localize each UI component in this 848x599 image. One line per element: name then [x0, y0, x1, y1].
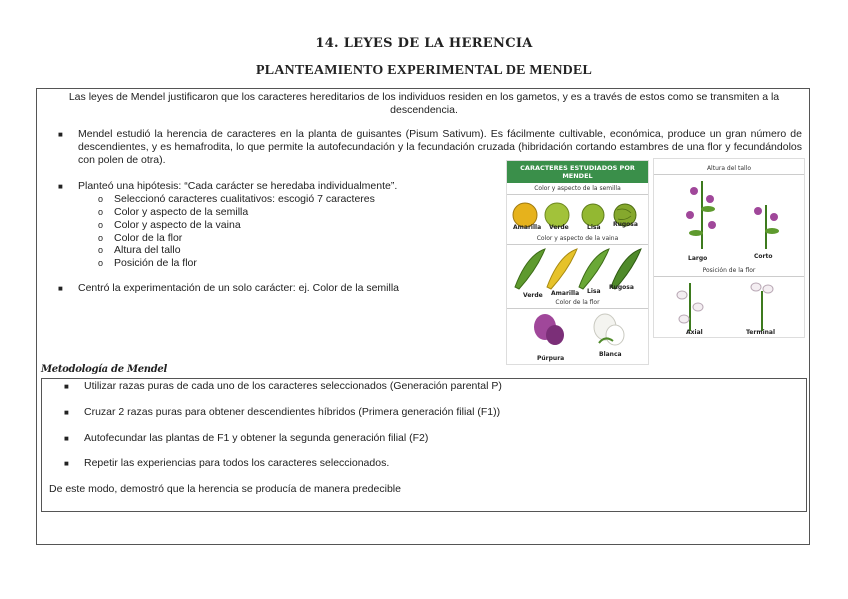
bullet-text-experimentacion: Centró la experimentación de un solo carácter: ej. Color de la semilla [78, 282, 399, 294]
bullet-icon: ■ [64, 434, 69, 443]
pod-green [515, 249, 545, 289]
page-title: 14. LEYES DE LA HERENCIA [315, 36, 533, 51]
bullet-icon: ■ [64, 408, 69, 417]
metodologia-conclusion: De este modo, demostró que la herencia se producía de manera predecible [49, 483, 401, 495]
bullet-text-pisum: Mendel estudió la herencia de caracteres en la planta de guisantes (Pisum Sativum). Es fácilmente cultivable, económica, produce un gran número de descendientes, y es hemafrodita, lo que permite la autofecundación y la fecundación cruzada (hibridación cortando estambres de una flor y fecundándolos con polen de otra). [78, 128, 802, 166]
metodologia-item: ■ Utilizar razas puras de cada uno de los caracteres seleccionados (Generación parental P) [64, 380, 502, 392]
metodologia-heading: Metodología de Mendel [41, 364, 167, 375]
figure-header: CARACTERES ESTUDIADOS POR MENDEL [507, 161, 648, 183]
pod-yellow [547, 249, 577, 289]
page-subtitle: PLANTEAMIENTO EXPERIMENTAL DE MENDEL [255, 63, 593, 78]
label-verde: Verde [549, 224, 569, 231]
circle-bullet-icon: o [98, 233, 104, 243]
label-blanca: Blanca [599, 351, 622, 358]
circle-bullet-icon: o [98, 194, 104, 204]
intro-paragraph: Las leyes de Mendel justificaron que los caracteres hereditarios de los individuos residen en los gametos, y es a través de estos como se transmiten a la descendencia. [68, 91, 780, 116]
sub-item: o Color y aspecto de la vaina [98, 219, 241, 231]
label-verde-vaina: Verde [523, 292, 543, 299]
sub-item: o Seleccionó caracteres cualitativos: escogió 7 caracteres [98, 193, 375, 205]
bullet-icon: ■ [64, 382, 69, 391]
section-pod-color: Color y aspecto de la vaina [507, 233, 648, 245]
label-lisa: Lisa [587, 224, 601, 231]
label-purpura: Púrpura [537, 355, 565, 362]
label-terminal: Terminal [746, 329, 776, 336]
sub-item: o Altura del tallo [98, 244, 181, 256]
pod-smooth [579, 249, 609, 289]
metodologia-item: ■ Cruzar 2 razas puras para obtener descendientes híbridos (Primera generación filial (F1)) [64, 406, 501, 418]
section-seed-color: Color y aspecto de la semilla [507, 183, 648, 195]
seed-smooth [582, 204, 604, 226]
label-axial: Axial [686, 329, 703, 336]
circle-bullet-icon: o [98, 220, 104, 230]
label-lisa-vaina: Lisa [587, 288, 601, 295]
bullet-icon: ■ [64, 459, 69, 468]
circle-bullet-icon: o [98, 245, 104, 255]
label-rugosa-vaina: Rugosa [609, 284, 634, 291]
stem-illustration [654, 175, 804, 251]
section-flower-color: Color de la flor [507, 297, 648, 309]
section-stem-height: Altura del tallo [654, 159, 804, 175]
pod-wrinkled [611, 249, 641, 289]
label-corto: Corto [754, 253, 773, 260]
sub-item: o Color de la flor [98, 232, 183, 244]
figure-panel-stem-position [653, 158, 805, 338]
metodologia-item: ■ Autofecundar las plantas de F1 y obtener la segunda generación filial (F2) [64, 432, 429, 444]
metodologia-item: ■ Repetir las experiencias para todos los caracteres seleccionados. [64, 457, 390, 469]
label-amarilla: Amarilla [513, 224, 542, 231]
figure-panel-seeds-pods-flowers [506, 160, 649, 365]
position-illustration [654, 277, 804, 333]
flower-illustration [507, 309, 648, 355]
label-amarilla-vaina: Amarilla [551, 290, 580, 297]
bullet-text-hipotesis: Planteó una hipótesis: “Cada carácter se heredaba individualmente”. [78, 180, 398, 192]
bullet-icon: ■ [58, 182, 63, 191]
bullet-icon: ■ [58, 130, 63, 139]
sub-item: o Posición de la flor [98, 257, 197, 269]
bullet-icon: ■ [58, 284, 63, 293]
label-rugosa: Rugosa [613, 221, 638, 228]
sub-item: o Color y aspecto de la semilla [98, 206, 249, 218]
circle-bullet-icon: o [98, 258, 104, 268]
section-flower-position: Posición de la flor [654, 265, 804, 277]
label-largo: Largo [688, 255, 708, 262]
circle-bullet-icon: o [98, 207, 104, 217]
